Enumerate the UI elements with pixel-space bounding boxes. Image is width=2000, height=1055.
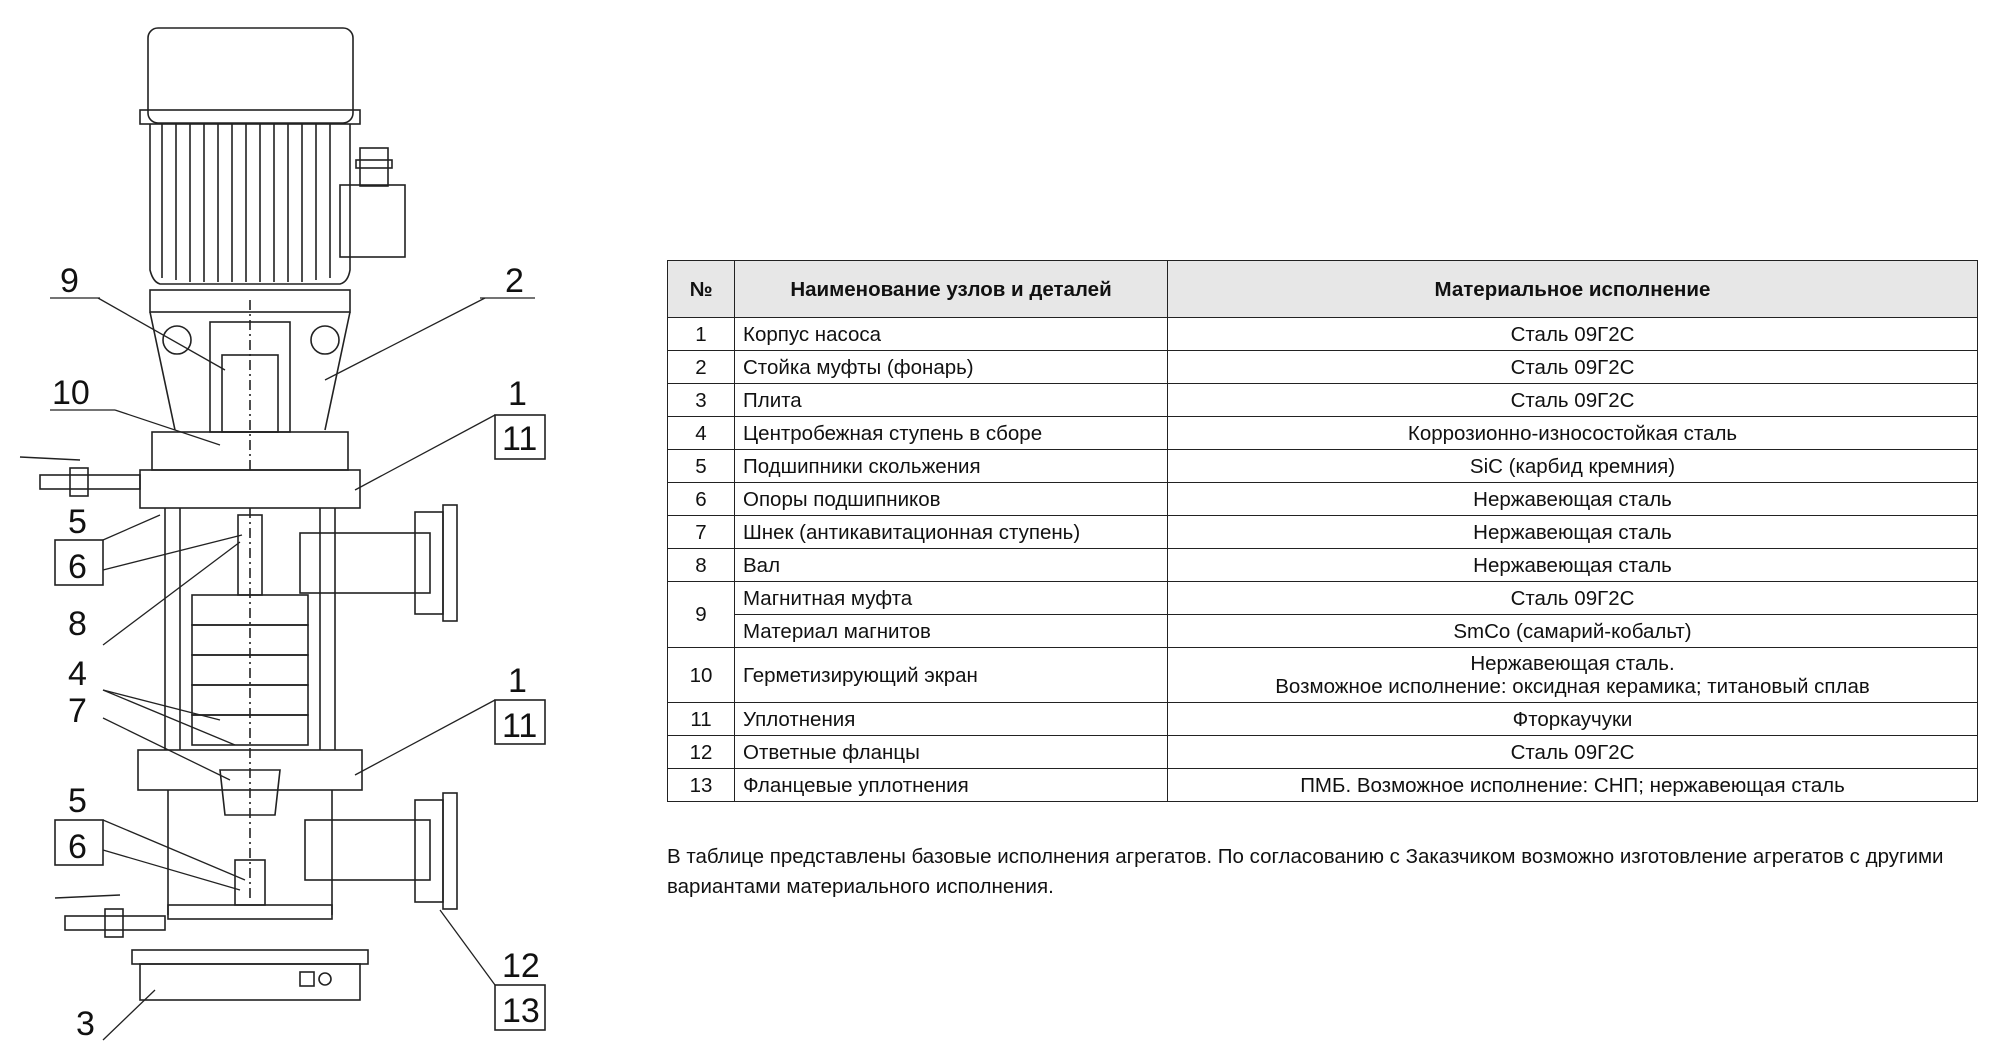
row-material: Сталь 09Г2С (1168, 582, 1978, 615)
row-name: Центробежная ступень в сборе (735, 417, 1168, 450)
row-number: 7 (668, 516, 735, 549)
callout-2: 2 (505, 262, 524, 300)
callout-5-upper: 5 (68, 503, 87, 541)
header-number: № (668, 261, 735, 318)
row-name: Стойка муфты (фонарь) (735, 351, 1168, 384)
pump-assembly-drawing (0, 0, 650, 1055)
table-row (668, 648, 1978, 703)
row-material-line2: Возможное исполнение: оксидная керамика; титановый сплав (1275, 675, 1870, 698)
row-number: 8 (668, 549, 735, 582)
row-material-line1: Нержавеющая сталь. (1470, 652, 1675, 675)
callout-6-upper: 6 (68, 548, 87, 586)
row-number: 6 (668, 483, 735, 516)
row-name: Шнек (антикавитационная ступень) (735, 516, 1168, 549)
row-name: Герметизирующий экран (735, 648, 1168, 703)
table-row (668, 582, 1978, 615)
callout-1-upper: 1 (508, 375, 527, 413)
table-row (668, 736, 1978, 769)
callout-3: 3 (76, 1005, 95, 1043)
table-row (668, 351, 1978, 384)
row-number: 11 (668, 703, 735, 736)
materials-table-container (667, 260, 1977, 802)
callout-1-lower: 1 (508, 662, 527, 700)
table-row (668, 384, 1978, 417)
row-material (1168, 648, 1978, 703)
table-header-row (668, 261, 1978, 318)
note-line-2: вариантами материального исполнения. (667, 875, 1054, 898)
row-name: Корпус насоса (735, 318, 1168, 351)
row-name-sub: Материал магнитов (735, 615, 1168, 648)
row-material: Фторкаучуки (1168, 703, 1978, 736)
header-name: Наименование узлов и деталей (735, 261, 1168, 318)
callout-8: 8 (68, 605, 87, 643)
row-name: Подшипники скольжения (735, 450, 1168, 483)
row-number: 13 (668, 769, 735, 802)
row-name: Плита (735, 384, 1168, 417)
row-number: 2 (668, 351, 735, 384)
table-row (668, 703, 1978, 736)
callout-4: 4 (68, 655, 87, 693)
row-material: SiC (карбид кремния) (1168, 450, 1978, 483)
callout-12: 12 (502, 947, 540, 985)
row-material: ПМБ. Возможное исполнение: СНП; нержавеющая сталь (1168, 769, 1978, 802)
callout-6-lower: 6 (68, 828, 87, 866)
callout-5-lower: 5 (68, 782, 87, 820)
row-name: Фланцевые уплотнения (735, 769, 1168, 802)
row-number: 1 (668, 318, 735, 351)
row-material: Нержавеющая сталь (1168, 516, 1978, 549)
callout-13: 13 (502, 992, 540, 1030)
row-material: Сталь 09Г2С (1168, 318, 1978, 351)
table-note (667, 842, 1987, 902)
row-material: Сталь 09Г2С (1168, 736, 1978, 769)
table-row (668, 483, 1978, 516)
callout-11-upper: 11 (502, 420, 538, 458)
row-material: Нержавеющая сталь (1168, 483, 1978, 516)
row-material: Нержавеющая сталь (1168, 549, 1978, 582)
row-name: Магнитная муфта (735, 582, 1168, 615)
callout-11-lower: 11 (502, 707, 538, 745)
table-row (668, 516, 1978, 549)
row-name: Вал (735, 549, 1168, 582)
callout-10: 10 (52, 374, 90, 412)
materials-table (667, 260, 1978, 802)
table-row (668, 417, 1978, 450)
row-name: Опоры подшипников (735, 483, 1168, 516)
table-row (668, 769, 1978, 802)
row-number: 9 (668, 582, 735, 648)
callout-9: 9 (60, 262, 79, 300)
header-material: Материальное исполнение (1168, 261, 1978, 318)
row-number: 12 (668, 736, 735, 769)
row-name: Ответные фланцы (735, 736, 1168, 769)
note-line-1: В таблице представлены базовые исполнения агрегатов. По согласованию с Заказчиком возможно изготовление агрегатов с другими (667, 845, 1944, 868)
row-material: Сталь 09Г2С (1168, 351, 1978, 384)
table-row (668, 549, 1978, 582)
callout-7: 7 (68, 692, 87, 730)
row-material: Коррозионно-износостойкая сталь (1168, 417, 1978, 450)
table-row (668, 450, 1978, 483)
row-number: 10 (668, 648, 735, 703)
table-row (668, 318, 1978, 351)
table-row (668, 615, 1978, 648)
row-material-sub: SmCo (самарий-кобальт) (1168, 615, 1978, 648)
row-number: 3 (668, 384, 735, 417)
row-name: Уплотнения (735, 703, 1168, 736)
row-material: Сталь 09Г2С (1168, 384, 1978, 417)
row-number: 4 (668, 417, 735, 450)
row-number: 5 (668, 450, 735, 483)
